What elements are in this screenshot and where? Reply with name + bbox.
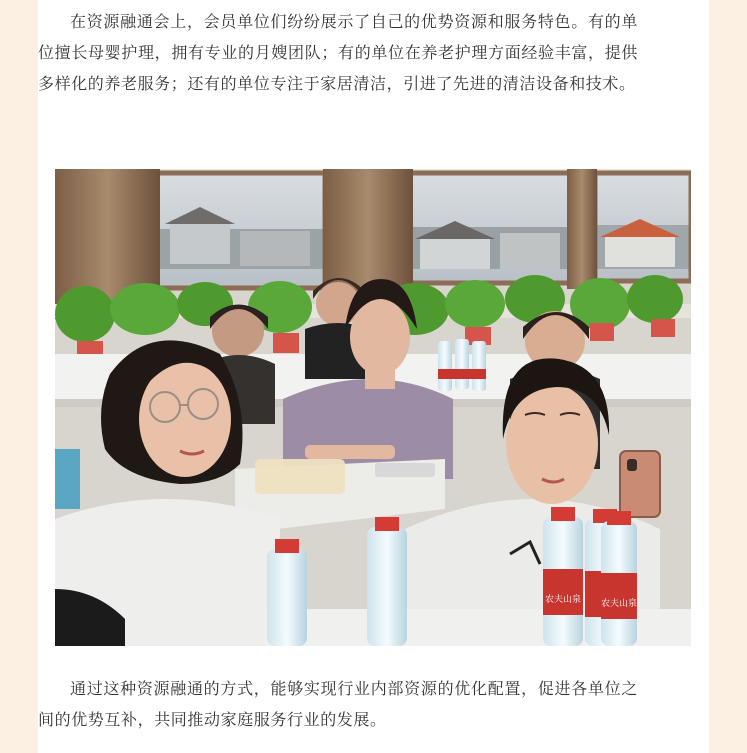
article-paragraph-1: 在资源融通会上，会员单位们纷纷展示了自己的优势资源和服务特色。有的单位擅长母婴护理，拥有专业的月嫂团队；有的单位在养老护理方面经验丰富，提供多样化的养老服务；还有的单位专注于家居清洁，引进了先进的清洁设备和技术。 bbox=[38, 12, 638, 93]
article-paragraph-2: 通过这种资源融通的方式，能够实现行业内部资源的优化配置，促进各单位之间的优势互补，共同推动家庭服务行业的发展。 bbox=[38, 679, 638, 729]
window-left bbox=[155, 173, 325, 288]
bottle-brand-label: 农夫山泉 bbox=[544, 595, 582, 605]
window-middle bbox=[410, 173, 570, 283]
back-bottles bbox=[438, 339, 486, 391]
meeting-photo bbox=[55, 169, 691, 646]
bottle-brand-label-2: 农夫山泉 bbox=[600, 599, 638, 609]
window-right bbox=[595, 173, 691, 281]
